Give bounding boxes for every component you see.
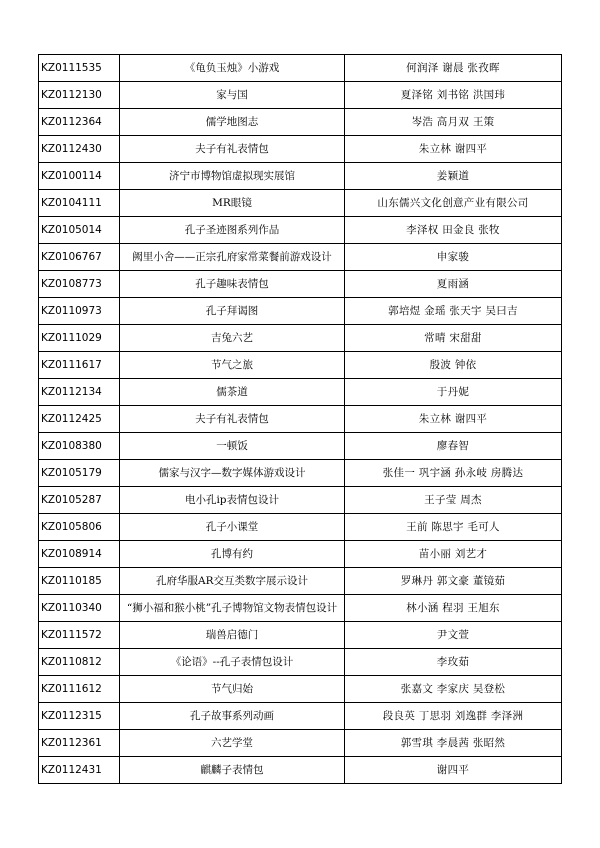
entry-authors: 朱立林 谢四平	[345, 136, 562, 163]
entry-authors: 夏泽铭 刘书铭 洪国玮	[345, 82, 562, 109]
entry-id: KZ0110340	[39, 595, 120, 622]
entry-authors: 张佳一 巩宇涵 孙永岐 房腾达	[345, 460, 562, 487]
entry-id: KZ0112315	[39, 703, 120, 730]
entry-id: KZ0104111	[39, 190, 120, 217]
entry-title: 《论语》--孔子表情包设计	[120, 649, 345, 676]
entry-title: 节气归始	[120, 676, 345, 703]
table-row	[39, 406, 562, 433]
table-row	[39, 595, 562, 622]
entry-title: 儒家与汉字—数字媒体游戏设计	[120, 460, 345, 487]
entry-title: 六艺学堂	[120, 730, 345, 757]
entry-id: KZ0112130	[39, 82, 120, 109]
table-row	[39, 703, 562, 730]
entry-title: 济宁市博物馆虚拟现实展馆	[120, 163, 345, 190]
entry-id: KZ0112431	[39, 757, 120, 784]
entry-title: 儒茶道	[120, 379, 345, 406]
table-row	[39, 622, 562, 649]
entry-title: 孔子拜谒图	[120, 298, 345, 325]
entry-title: 孔子趣味表情包	[120, 271, 345, 298]
entry-authors: 何润泽 谢晨 张孜晖	[345, 55, 562, 82]
entry-title: 夫子有礼表情包	[120, 406, 345, 433]
entry-title: 吉兔六艺	[120, 325, 345, 352]
entry-authors: 王子莹 周杰	[345, 487, 562, 514]
entry-authors: 常晴 宋甜甜	[345, 325, 562, 352]
table-row	[39, 325, 562, 352]
table-row	[39, 190, 562, 217]
entry-title: 阙里小舍——正宗孔府家常菜餐前游戏设计	[120, 244, 345, 271]
entry-authors: 尹文萱	[345, 622, 562, 649]
entry-id: KZ0112425	[39, 406, 120, 433]
entry-authors: 廖春智	[345, 433, 562, 460]
entry-title: 节气之旅	[120, 352, 345, 379]
table-row	[39, 55, 562, 82]
table-row	[39, 514, 562, 541]
entry-title: 孔博有约	[120, 541, 345, 568]
award-table-body	[39, 55, 562, 784]
entry-authors: 李泽权 田金良 张牧	[345, 217, 562, 244]
entry-authors: 申家骏	[345, 244, 562, 271]
table-row	[39, 730, 562, 757]
entry-id: KZ0112134	[39, 379, 120, 406]
entry-authors: 朱立林 谢四平	[345, 406, 562, 433]
entry-title: 《龟负玉烛》小游戏	[120, 55, 345, 82]
entry-title: MR眼镜	[120, 190, 345, 217]
entry-authors: 于丹妮	[345, 379, 562, 406]
entry-authors: 山东儒兴文化创意产业有限公司	[345, 190, 562, 217]
entry-title: 儒学地图志	[120, 109, 345, 136]
entry-id: KZ0108914	[39, 541, 120, 568]
entry-authors: 姜颖道	[345, 163, 562, 190]
entry-title: 瑞兽启德门	[120, 622, 345, 649]
table-row	[39, 109, 562, 136]
award-list-sheet	[38, 54, 562, 784]
entry-id: KZ0112361	[39, 730, 120, 757]
entry-id: KZ0111029	[39, 325, 120, 352]
entry-title: 电小孔ip表情包设计	[120, 487, 345, 514]
entry-id: KZ0112430	[39, 136, 120, 163]
entry-authors: 苗小丽 刘艺才	[345, 541, 562, 568]
table-row	[39, 379, 562, 406]
entry-id: KZ0105806	[39, 514, 120, 541]
table-row	[39, 433, 562, 460]
entry-authors: 李玫茹	[345, 649, 562, 676]
table-row	[39, 649, 562, 676]
entry-id: KZ0105179	[39, 460, 120, 487]
table-row	[39, 298, 562, 325]
entry-id: KZ0110973	[39, 298, 120, 325]
entry-authors: 张嘉文 李家庆 吴登松	[345, 676, 562, 703]
award-table	[38, 54, 562, 784]
table-row	[39, 352, 562, 379]
entry-authors: 郭雪琪 李晨茜 张昭然	[345, 730, 562, 757]
table-row	[39, 487, 562, 514]
table-row	[39, 541, 562, 568]
table-row	[39, 163, 562, 190]
entry-authors: 段良英 丁思羽 刘逸群 李泽洲	[345, 703, 562, 730]
entry-id: KZ0111535	[39, 55, 120, 82]
entry-title: 一顿饭	[120, 433, 345, 460]
table-row	[39, 217, 562, 244]
table-row	[39, 136, 562, 163]
table-row	[39, 82, 562, 109]
entry-id: KZ0100114	[39, 163, 120, 190]
entry-authors: 林小涵 程羽 王旭东	[345, 595, 562, 622]
entry-id: KZ0105014	[39, 217, 120, 244]
table-row	[39, 271, 562, 298]
entry-id: KZ0112364	[39, 109, 120, 136]
entry-id: KZ0111612	[39, 676, 120, 703]
entry-title: “狮小福和猴小桃”孔子博物馆文物表情包设计	[120, 595, 345, 622]
entry-title: 孔子圣迹图系列作品	[120, 217, 345, 244]
entry-id: KZ0108773	[39, 271, 120, 298]
table-row	[39, 460, 562, 487]
entry-authors: 夏雨涵	[345, 271, 562, 298]
table-row	[39, 568, 562, 595]
table-row	[39, 676, 562, 703]
entry-id: KZ0110812	[39, 649, 120, 676]
table-row	[39, 244, 562, 271]
entry-id: KZ0110185	[39, 568, 120, 595]
entry-id: KZ0111617	[39, 352, 120, 379]
entry-title: 家与国	[120, 82, 345, 109]
table-row	[39, 757, 562, 784]
entry-authors: 岑浩 高月双 王策	[345, 109, 562, 136]
entry-title: 麒麟子表情包	[120, 757, 345, 784]
entry-authors: 罗琳丹 郭文豪 董镜茹	[345, 568, 562, 595]
entry-authors: 殷波 钟依	[345, 352, 562, 379]
entry-authors: 郭培煜 金瑶 张天宇 吴曰吉	[345, 298, 562, 325]
entry-id: KZ0111572	[39, 622, 120, 649]
entry-title: 孔子小课堂	[120, 514, 345, 541]
entry-authors: 谢四平	[345, 757, 562, 784]
entry-id: KZ0108380	[39, 433, 120, 460]
entry-title: 夫子有礼表情包	[120, 136, 345, 163]
entry-id: KZ0105287	[39, 487, 120, 514]
entry-title: 孔府华服AR交互类数字展示设计	[120, 568, 345, 595]
entry-id: KZ0106767	[39, 244, 120, 271]
entry-authors: 王前 陈思宇 毛可人	[345, 514, 562, 541]
entry-title: 孔子故事系列动画	[120, 703, 345, 730]
